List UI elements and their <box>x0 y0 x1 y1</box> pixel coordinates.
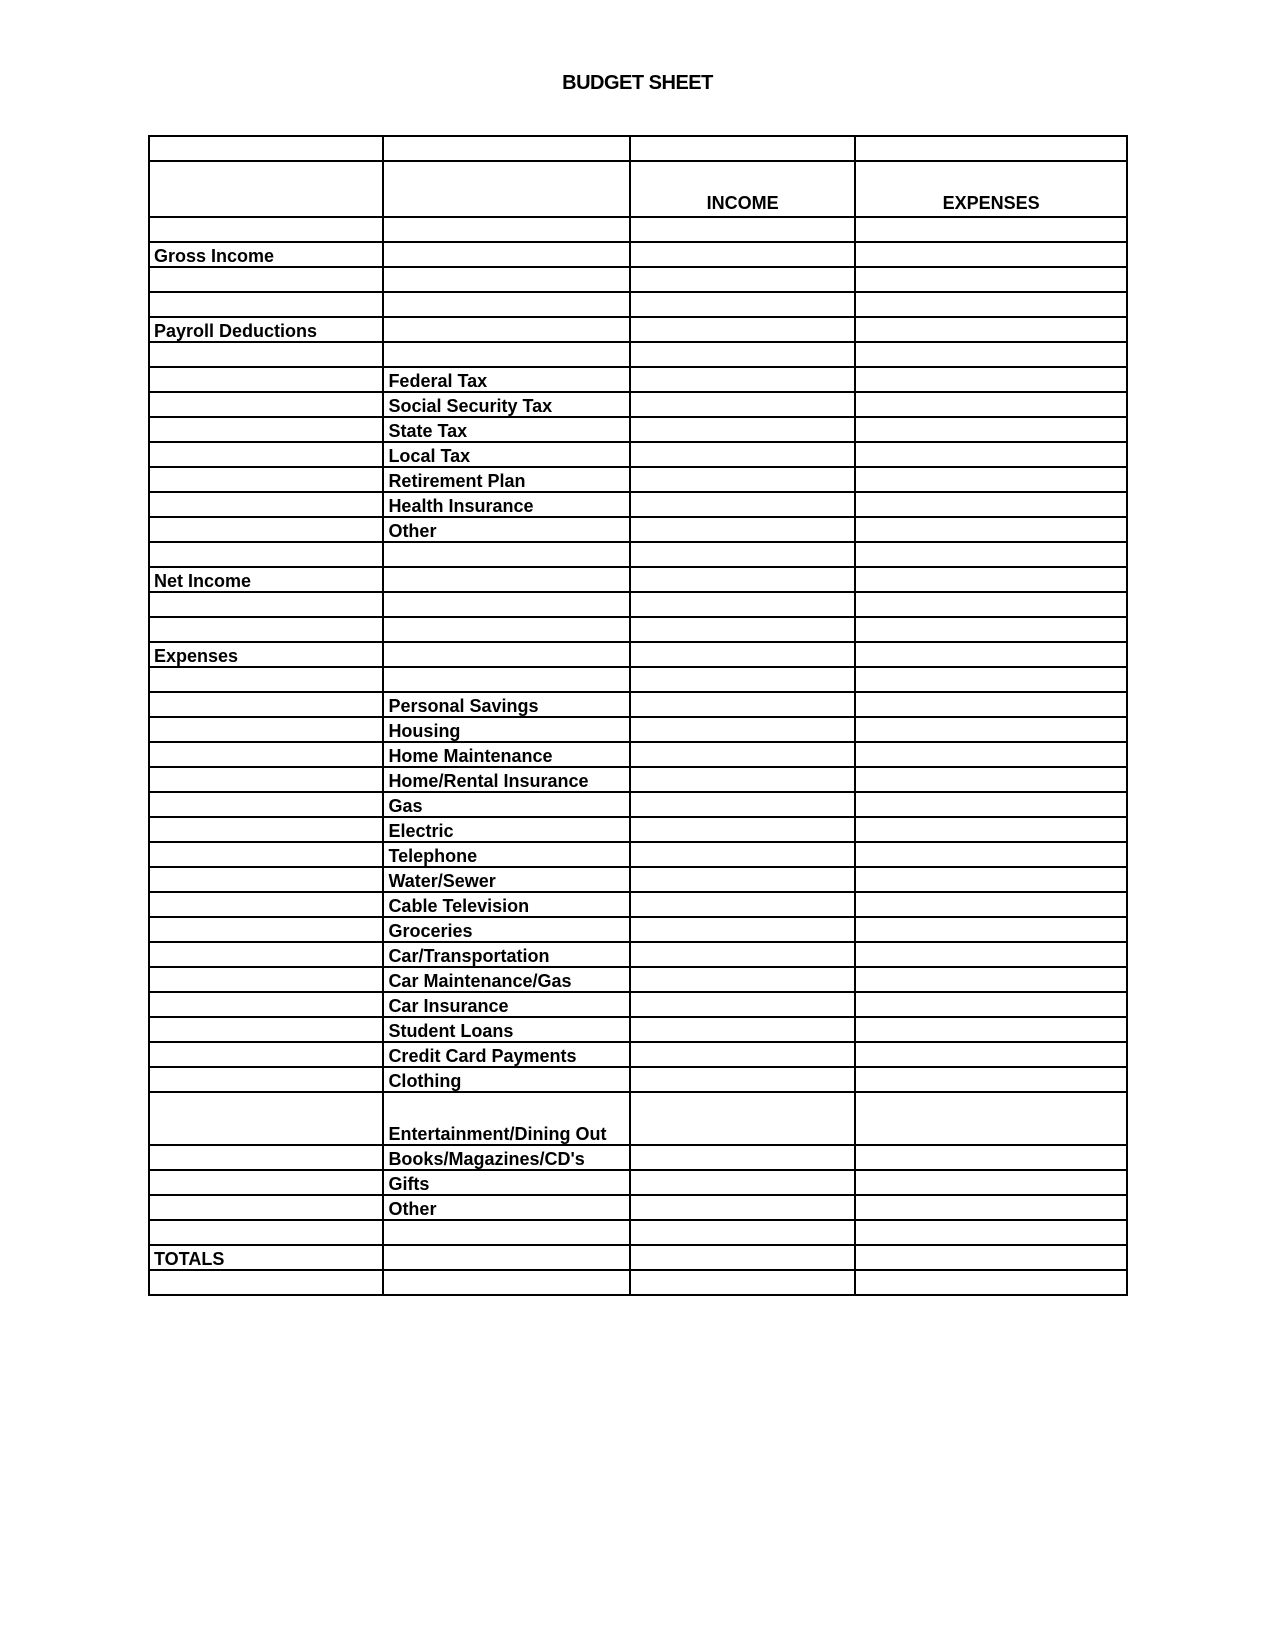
line-item-label: Housing <box>383 717 630 742</box>
expenses-cell[interactable] <box>855 392 1127 417</box>
line-item-label: Electric <box>383 817 630 842</box>
table-row <box>149 1195 1127 1220</box>
line-item-label: Student Loans <box>383 1017 630 1042</box>
expenses-cell[interactable] <box>855 792 1127 817</box>
table-row <box>149 667 1127 692</box>
section-label <box>149 1270 383 1295</box>
section-label <box>149 367 383 392</box>
section-label: Expenses <box>149 642 383 667</box>
table-row <box>149 1245 1127 1270</box>
income-cell[interactable] <box>630 492 855 517</box>
section-label <box>149 867 383 892</box>
expenses-cell[interactable] <box>855 917 1127 942</box>
table-row <box>149 442 1127 467</box>
table-row <box>149 642 1127 667</box>
section-label <box>149 1067 383 1092</box>
income-cell[interactable] <box>630 792 855 817</box>
table-row <box>149 467 1127 492</box>
blank-top-row <box>149 136 1127 161</box>
budget-table <box>148 135 1128 1296</box>
income-cell[interactable] <box>630 567 855 592</box>
expenses-cell[interactable] <box>855 1220 1127 1245</box>
section-label <box>149 217 383 242</box>
expenses-cell[interactable] <box>855 217 1127 242</box>
line-item-label: Car Maintenance/Gas <box>383 967 630 992</box>
table-row <box>149 567 1127 592</box>
header-cell-item <box>383 161 630 217</box>
table-row <box>149 767 1127 792</box>
section-label <box>149 792 383 817</box>
expenses-cell[interactable] <box>855 517 1127 542</box>
section-label <box>149 592 383 617</box>
cell-blank[interactable] <box>630 136 855 161</box>
line-item-label: Gifts <box>383 1170 630 1195</box>
expenses-cell[interactable] <box>855 317 1127 342</box>
section-label <box>149 442 383 467</box>
section-label <box>149 667 383 692</box>
income-cell[interactable] <box>630 892 855 917</box>
income-cell[interactable] <box>630 242 855 267</box>
section-label <box>149 1092 383 1145</box>
table-row <box>149 1220 1127 1245</box>
section-label <box>149 842 383 867</box>
income-cell[interactable] <box>630 517 855 542</box>
expenses-cell[interactable] <box>855 367 1127 392</box>
expenses-cell[interactable] <box>855 867 1127 892</box>
table-row <box>149 342 1127 367</box>
line-item-label: Social Security Tax <box>383 392 630 417</box>
expenses-cell[interactable] <box>855 1170 1127 1195</box>
table-row <box>149 292 1127 317</box>
income-cell[interactable] <box>630 667 855 692</box>
table-row <box>149 267 1127 292</box>
line-item-label: Health Insurance <box>383 492 630 517</box>
table-row <box>149 1017 1127 1042</box>
line-item-label: Books/Magazines/CD's <box>383 1145 630 1170</box>
line-item-label: Local Tax <box>383 442 630 467</box>
income-cell[interactable] <box>630 1145 855 1170</box>
expenses-cell[interactable] <box>855 417 1127 442</box>
line-item-label <box>383 1270 630 1295</box>
line-item-label <box>383 342 630 367</box>
table-row <box>149 242 1127 267</box>
expenses-cell[interactable] <box>855 1245 1127 1270</box>
header-row <box>149 161 1127 217</box>
table-row <box>149 917 1127 942</box>
expenses-cell[interactable] <box>855 967 1127 992</box>
income-cell[interactable] <box>630 467 855 492</box>
section-label <box>149 1195 383 1220</box>
expenses-cell[interactable] <box>855 742 1127 767</box>
table-row <box>149 1042 1127 1067</box>
line-item-label <box>383 242 630 267</box>
line-item-label: Car Insurance <box>383 992 630 1017</box>
income-cell[interactable] <box>630 342 855 367</box>
section-label <box>149 1220 383 1245</box>
line-item-label <box>383 592 630 617</box>
income-cell[interactable] <box>630 1220 855 1245</box>
page-title: BUDGET SHEET <box>562 72 713 94</box>
table-row <box>149 517 1127 542</box>
table-row <box>149 592 1127 617</box>
table-row <box>149 1067 1127 1092</box>
section-label <box>149 292 383 317</box>
section-label: Payroll Deductions <box>149 317 383 342</box>
table-row <box>149 942 1127 967</box>
income-cell[interactable] <box>630 292 855 317</box>
line-item-label: Car/Transportation <box>383 942 630 967</box>
section-label <box>149 517 383 542</box>
section-label <box>149 892 383 917</box>
table-row <box>149 542 1127 567</box>
section-label <box>149 467 383 492</box>
income-cell[interactable] <box>630 817 855 842</box>
income-cell[interactable] <box>630 617 855 642</box>
income-cell[interactable] <box>630 542 855 567</box>
table-row <box>149 1145 1127 1170</box>
income-cell[interactable] <box>630 1195 855 1220</box>
income-cell[interactable] <box>630 1170 855 1195</box>
income-column-header: INCOME <box>630 161 855 217</box>
line-item-label <box>383 1245 630 1270</box>
line-item-label: Credit Card Payments <box>383 1042 630 1067</box>
line-item-label: Clothing <box>383 1067 630 1092</box>
line-item-label <box>383 542 630 567</box>
section-label <box>149 967 383 992</box>
line-item-label <box>383 217 630 242</box>
table-row <box>149 367 1127 392</box>
line-item-label <box>383 317 630 342</box>
section-label <box>149 742 383 767</box>
expenses-column-header: EXPENSES <box>855 161 1127 217</box>
table-row <box>149 317 1127 342</box>
income-cell[interactable] <box>630 1017 855 1042</box>
section-label <box>149 917 383 942</box>
expenses-cell[interactable] <box>855 667 1127 692</box>
income-cell[interactable] <box>630 217 855 242</box>
section-label <box>149 342 383 367</box>
line-item-label: Personal Savings <box>383 692 630 717</box>
table-row <box>149 392 1127 417</box>
line-item-label: Gas <box>383 792 630 817</box>
section-label <box>149 267 383 292</box>
table-row <box>149 617 1127 642</box>
income-cell[interactable] <box>630 967 855 992</box>
expenses-cell[interactable] <box>855 1092 1127 1145</box>
table-row <box>149 892 1127 917</box>
line-item-label: Entertainment/Dining Out <box>383 1092 630 1145</box>
expenses-cell[interactable] <box>855 542 1127 567</box>
expenses-cell[interactable] <box>855 1195 1127 1220</box>
section-label <box>149 1042 383 1067</box>
line-item-label <box>383 617 630 642</box>
expenses-cell[interactable] <box>855 292 1127 317</box>
line-item-label: Home Maintenance <box>383 742 630 767</box>
income-cell[interactable] <box>630 417 855 442</box>
table-row <box>149 867 1127 892</box>
section-label <box>149 417 383 442</box>
line-item-label: Other <box>383 1195 630 1220</box>
income-cell[interactable] <box>630 1042 855 1067</box>
budget-table-body <box>149 136 1127 1295</box>
header-cell-section <box>149 161 383 217</box>
expenses-cell[interactable] <box>855 1145 1127 1170</box>
income-cell[interactable] <box>630 992 855 1017</box>
section-label <box>149 1145 383 1170</box>
line-item-label <box>383 1220 630 1245</box>
income-cell[interactable] <box>630 442 855 467</box>
expenses-cell[interactable] <box>855 1042 1127 1067</box>
section-label <box>149 817 383 842</box>
expenses-cell[interactable] <box>855 692 1127 717</box>
expenses-cell[interactable] <box>855 1017 1127 1042</box>
income-cell[interactable] <box>630 867 855 892</box>
income-cell[interactable] <box>630 1245 855 1270</box>
line-item-label: Groceries <box>383 917 630 942</box>
expenses-cell[interactable] <box>855 842 1127 867</box>
expenses-cell[interactable] <box>855 442 1127 467</box>
line-item-label <box>383 567 630 592</box>
expenses-cell[interactable] <box>855 592 1127 617</box>
expenses-cell[interactable] <box>855 567 1127 592</box>
table-row <box>149 717 1127 742</box>
table-row <box>149 692 1127 717</box>
expenses-cell[interactable] <box>855 492 1127 517</box>
expenses-cell[interactable] <box>855 767 1127 792</box>
income-cell[interactable] <box>630 1067 855 1092</box>
expenses-cell[interactable] <box>855 1067 1127 1092</box>
expenses-cell[interactable] <box>855 267 1127 292</box>
expenses-cell[interactable] <box>855 242 1127 267</box>
income-cell[interactable] <box>630 767 855 792</box>
table-row <box>149 742 1127 767</box>
income-cell[interactable] <box>630 592 855 617</box>
income-cell[interactable] <box>630 942 855 967</box>
line-item-label: State Tax <box>383 417 630 442</box>
income-cell[interactable] <box>630 717 855 742</box>
table-row <box>149 792 1127 817</box>
section-label <box>149 542 383 567</box>
line-item-label: Cable Television <box>383 892 630 917</box>
section-label <box>149 717 383 742</box>
expenses-cell[interactable] <box>855 617 1127 642</box>
line-item-label: Other <box>383 517 630 542</box>
section-label <box>149 617 383 642</box>
table-row <box>149 492 1127 517</box>
line-item-label: Retirement Plan <box>383 467 630 492</box>
income-cell[interactable] <box>630 842 855 867</box>
section-label <box>149 1017 383 1042</box>
income-cell[interactable] <box>630 692 855 717</box>
line-item-label: Water/Sewer <box>383 867 630 892</box>
expenses-cell[interactable] <box>855 467 1127 492</box>
section-label <box>149 392 383 417</box>
line-item-label: Telephone <box>383 842 630 867</box>
income-cell[interactable] <box>630 642 855 667</box>
cell-blank[interactable] <box>855 136 1127 161</box>
section-label <box>149 1170 383 1195</box>
section-label <box>149 492 383 517</box>
expenses-cell[interactable] <box>855 342 1127 367</box>
income-cell[interactable] <box>630 392 855 417</box>
line-item-label: Federal Tax <box>383 367 630 392</box>
cell-blank[interactable] <box>383 136 630 161</box>
expenses-cell[interactable] <box>855 992 1127 1017</box>
section-label <box>149 942 383 967</box>
section-label <box>149 692 383 717</box>
income-cell[interactable] <box>630 317 855 342</box>
expenses-cell[interactable] <box>855 1270 1127 1295</box>
expenses-cell[interactable] <box>855 642 1127 667</box>
line-item-label <box>383 642 630 667</box>
income-cell[interactable] <box>630 367 855 392</box>
line-item-label <box>383 267 630 292</box>
line-item-label <box>383 292 630 317</box>
line-item-label: Home/Rental Insurance <box>383 767 630 792</box>
section-label <box>149 767 383 792</box>
expenses-cell[interactable] <box>855 892 1127 917</box>
section-label: TOTALS <box>149 1245 383 1270</box>
table-row <box>149 1170 1127 1195</box>
income-cell[interactable] <box>630 267 855 292</box>
table-row <box>149 1092 1127 1145</box>
expenses-cell[interactable] <box>855 717 1127 742</box>
table-row <box>149 992 1127 1017</box>
table-row <box>149 217 1127 242</box>
table-row <box>149 1270 1127 1295</box>
table-row <box>149 817 1127 842</box>
income-cell[interactable] <box>630 1092 855 1145</box>
income-cell[interactable] <box>630 1270 855 1295</box>
section-label: Gross Income <box>149 242 383 267</box>
section-label <box>149 992 383 1017</box>
income-cell[interactable] <box>630 742 855 767</box>
expenses-cell[interactable] <box>855 942 1127 967</box>
cell-blank[interactable] <box>149 136 383 161</box>
line-item-label <box>383 667 630 692</box>
income-cell[interactable] <box>630 917 855 942</box>
table-row <box>149 417 1127 442</box>
table-row <box>149 967 1127 992</box>
expenses-cell[interactable] <box>855 817 1127 842</box>
section-label: Net Income <box>149 567 383 592</box>
table-row <box>149 842 1127 867</box>
